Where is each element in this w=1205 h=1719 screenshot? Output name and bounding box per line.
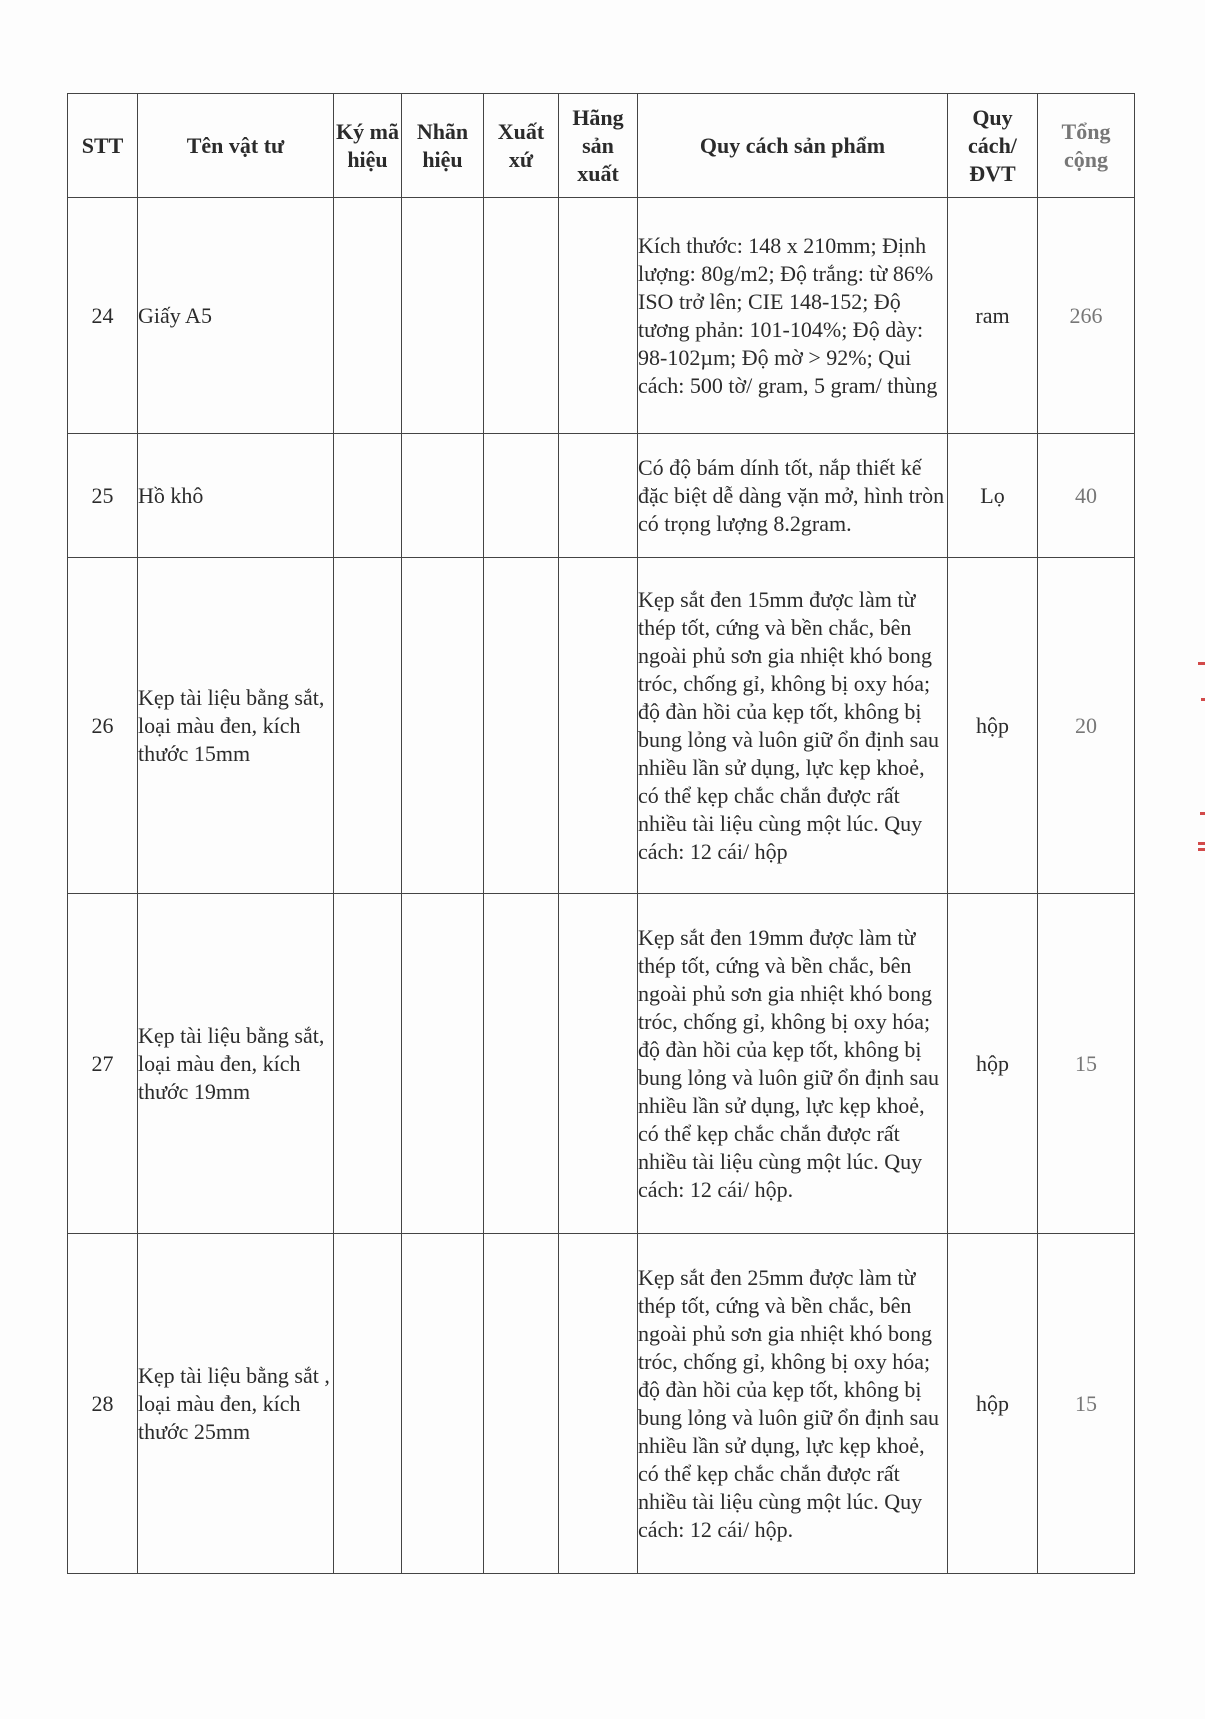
cell-stt: 24 (68, 198, 138, 434)
table-row (68, 1234, 1135, 1574)
cell-unit: Lọ (948, 434, 1038, 558)
cell-origin (484, 198, 559, 434)
table-row (68, 894, 1135, 1234)
cell-brand (402, 1234, 484, 1574)
header-manufacturer: Hãng sản xuất (559, 94, 638, 198)
cell-spec: Kẹp sắt đen 15mm được làm từ thép tốt, cứng và bền chắc, bên ngoài phủ sơn gia nhiệt khó bong tróc, chống gỉ, không bị oxy hóa; độ đàn hồi của kẹp tốt, không bị bung lỏng và luôn giữ ổn định sau nhiều lần sử dụng, lực kẹp khoẻ, có thể kẹp chắc chắn được rất nhiều tài liệu cùng một lúc. Quy cách: 12 cái/ hộp (638, 558, 948, 894)
cell-code (334, 1234, 402, 1574)
cell-spec: Có độ bám dính tốt, nắp thiết kế đặc biệt dễ dàng vặn mở, hình tròn có trọng lượng 8.2gram. (638, 434, 948, 558)
cell-name: Kẹp tài liệu bằng sắt , loại màu đen, kích thước 25mm (138, 1234, 334, 1574)
cell-stt: 28 (68, 1234, 138, 1574)
cell-origin (484, 1234, 559, 1574)
cell-name: Kẹp tài liệu bằng sắt, loại màu đen, kích thước 15mm (138, 558, 334, 894)
materials-table (67, 93, 1135, 1574)
header-brand: Nhãn hiệu (402, 94, 484, 198)
cell-manufacturer (559, 434, 638, 558)
header-code: Ký mã hiệu (334, 94, 402, 198)
cell-origin (484, 558, 559, 894)
cell-manufacturer (559, 198, 638, 434)
cell-origin (484, 434, 559, 558)
cell-name: Hồ khô (138, 434, 334, 558)
header-stt: STT (68, 94, 138, 198)
cell-total: 266 (1038, 198, 1135, 434)
cell-spec: Kẹp sắt đen 19mm được làm từ thép tốt, cứng và bền chắc, bên ngoài phủ sơn gia nhiệt khó bong tróc, chống gỉ, không bị oxy hóa; độ đàn hồi của kẹp tốt, không bị bung lỏng và luôn giữ ổn định sau nhiều lần sử dụng, lực kẹp khoẻ, có thể kẹp chắc chắn được rất nhiều tài liệu cùng một lúc. Quy cách: 12 cái/ hộp. (638, 894, 948, 1234)
cell-code (334, 558, 402, 894)
table-row (68, 558, 1135, 894)
header-row (68, 94, 1135, 198)
margin-mark (1198, 848, 1205, 851)
cell-brand (402, 894, 484, 1234)
header-spec: Quy cách sản phẩm (638, 94, 948, 198)
cell-name: Giấy A5 (138, 198, 334, 434)
cell-spec: Kích thước: 148 x 210mm; Định lượng: 80g/m2; Độ trắng: từ 86% ISO trở lên; CIE 148-152; Độ tương phản: 101-104%; Độ dày: 98-102µm; Độ mờ > 92%; Qui cách: 500 tờ/ gram, 5 gram/ thùng (638, 198, 948, 434)
cell-code (334, 894, 402, 1234)
margin-mark (1200, 812, 1205, 815)
cell-unit: hộp (948, 558, 1038, 894)
cell-code (334, 434, 402, 558)
cell-manufacturer (559, 558, 638, 894)
cell-unit: hộp (948, 894, 1038, 1234)
cell-manufacturer (559, 894, 638, 1234)
header-origin: Xuất xứ (484, 94, 559, 198)
table-row (68, 434, 1135, 558)
cell-stt: 26 (68, 558, 138, 894)
cell-brand (402, 434, 484, 558)
margin-mark (1198, 842, 1205, 845)
table-row (68, 198, 1135, 434)
cell-spec: Kẹp sắt đen 25mm được làm từ thép tốt, cứng và bền chắc, bên ngoài phủ sơn gia nhiệt khó bong tróc, chống gỉ, không bị oxy hóa; độ đàn hồi của kẹp tốt, không bị bung lỏng và luôn giữ ổn định sau nhiều lần sử dụng, lực kẹp khoẻ, có thể kẹp chắc chắn được rất nhiều tài liệu cùng một lúc. Quy cách: 12 cái/ hộp. (638, 1234, 948, 1574)
cell-total: 15 (1038, 1234, 1135, 1574)
cell-unit: hộp (948, 1234, 1038, 1574)
cell-unit: ram (948, 198, 1038, 434)
header-total: Tổng cộng (1038, 94, 1135, 198)
cell-origin (484, 894, 559, 1234)
cell-manufacturer (559, 1234, 638, 1574)
cell-brand (402, 558, 484, 894)
cell-total: 20 (1038, 558, 1135, 894)
header-name: Tên vật tư (138, 94, 334, 198)
cell-name: Kẹp tài liệu bằng sắt, loại màu đen, kích thước 19mm (138, 894, 334, 1234)
header-unit: Quy cách/ ĐVT (948, 94, 1038, 198)
cell-stt: 27 (68, 894, 138, 1234)
margin-mark (1198, 662, 1205, 665)
cell-total: 15 (1038, 894, 1135, 1234)
cell-brand (402, 198, 484, 434)
margin-mark (1201, 698, 1205, 701)
cell-stt: 25 (68, 434, 138, 558)
cell-total: 40 (1038, 434, 1135, 558)
cell-code (334, 198, 402, 434)
